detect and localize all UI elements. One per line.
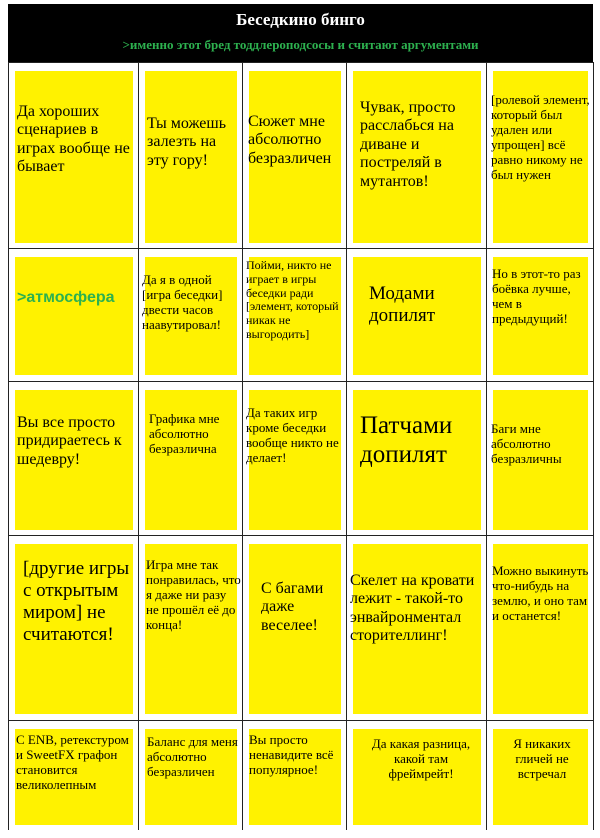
bingo-cell (9, 62, 139, 248)
cell-text: Чувак, просто расслабься на диване и постреляй в мутантов! (360, 99, 456, 190)
bingo-cell (347, 535, 487, 720)
bingo-grid (8, 62, 593, 830)
cell-text-greentext: >атмосфера (17, 289, 115, 306)
cell-text: Я никаких гличей не встречал (513, 736, 571, 781)
bingo-cell (347, 248, 487, 381)
bingo-cell (9, 720, 139, 830)
bingo-cell (139, 381, 243, 535)
cell-text: Патчами допилят (360, 412, 453, 468)
bingo-cell (139, 720, 243, 830)
cell-text: Вы просто ненавидите всё популярное! (249, 732, 334, 777)
subtitle-greentext: >именно этот бред тоддлероподсосы и считают аргументами (122, 37, 479, 52)
page-title: Беседкино бинго (236, 10, 365, 29)
bingo-cell (243, 535, 347, 720)
cell-text: [другие игры с открытым миром] не считаются! (23, 558, 130, 645)
bingo-cell (347, 62, 487, 248)
bingo-cell (347, 720, 487, 830)
cell-text: [ролевой элемент, который был удален или упрощен] всё равно никому не был нужен (491, 92, 590, 182)
bingo-cell (487, 720, 594, 830)
cell-text: Игра мне так понравилась, что я даже ни разу не прошёл её до конца! (146, 557, 241, 632)
cell-text: Да таких игр кроме беседки вообще никто не делает! (246, 405, 339, 465)
cell-text: Сюжет мне абсолютно безразличен (248, 113, 332, 167)
bingo-cell (243, 62, 347, 248)
cell-text: Можно выкинуть что-нибудь на землю, и оно там и останется! (492, 563, 589, 623)
bingo-cell (9, 381, 139, 535)
bingo-cell (9, 248, 139, 381)
cell-text: С ENB, ретекстуром и SweetFX графон становится великолепным (16, 732, 129, 792)
cell-text: Скелет на кровати лежит - такой-то энвайронментал сторителлинг! (350, 572, 475, 645)
cell-text: Баги мне абсолютно безразличны (491, 421, 562, 466)
cell-text: Графика мне абсолютно безразлична (149, 411, 220, 456)
bingo-cell (139, 535, 243, 720)
cell-text: Да какая разница, какой там фреймрейт! (371, 736, 471, 781)
header-bar (8, 4, 593, 62)
bingo-cell (243, 381, 347, 535)
cell-text: Но в этот-то раз боёвка лучше, чем в предыдущий! (492, 266, 581, 326)
cell-text: Ты можешь залезть на эту гору! (147, 115, 227, 169)
bingo-cell (487, 535, 594, 720)
bingo-board (8, 4, 593, 830)
cell-text: Пойми, никто не играет в игры беседки ради [элемент, который никак не выгородить] (246, 258, 339, 341)
bingo-cell (487, 381, 594, 535)
cell-text: С багами даже веселее! (261, 580, 324, 634)
cell-text: Да хороших сценариев в играх вообще не бывает (17, 103, 130, 176)
bingo-cell (139, 248, 243, 381)
bingo-cell (487, 62, 594, 248)
cell-text: Вы все просто придираетесь к шедевру! (17, 414, 122, 468)
bingo-cell (243, 720, 347, 830)
bingo-cell (347, 381, 487, 535)
bingo-cell (9, 535, 139, 720)
cell-text: Баланс для меня абсолютно безразличен (147, 734, 238, 779)
bingo-cell (139, 62, 243, 248)
cell-text: Модами допилят (369, 283, 436, 326)
cell-text: Да я в одной [игра беседки] двести часов наавутировал! (142, 272, 223, 332)
bingo-cell (243, 248, 347, 381)
bingo-cell (487, 248, 594, 381)
